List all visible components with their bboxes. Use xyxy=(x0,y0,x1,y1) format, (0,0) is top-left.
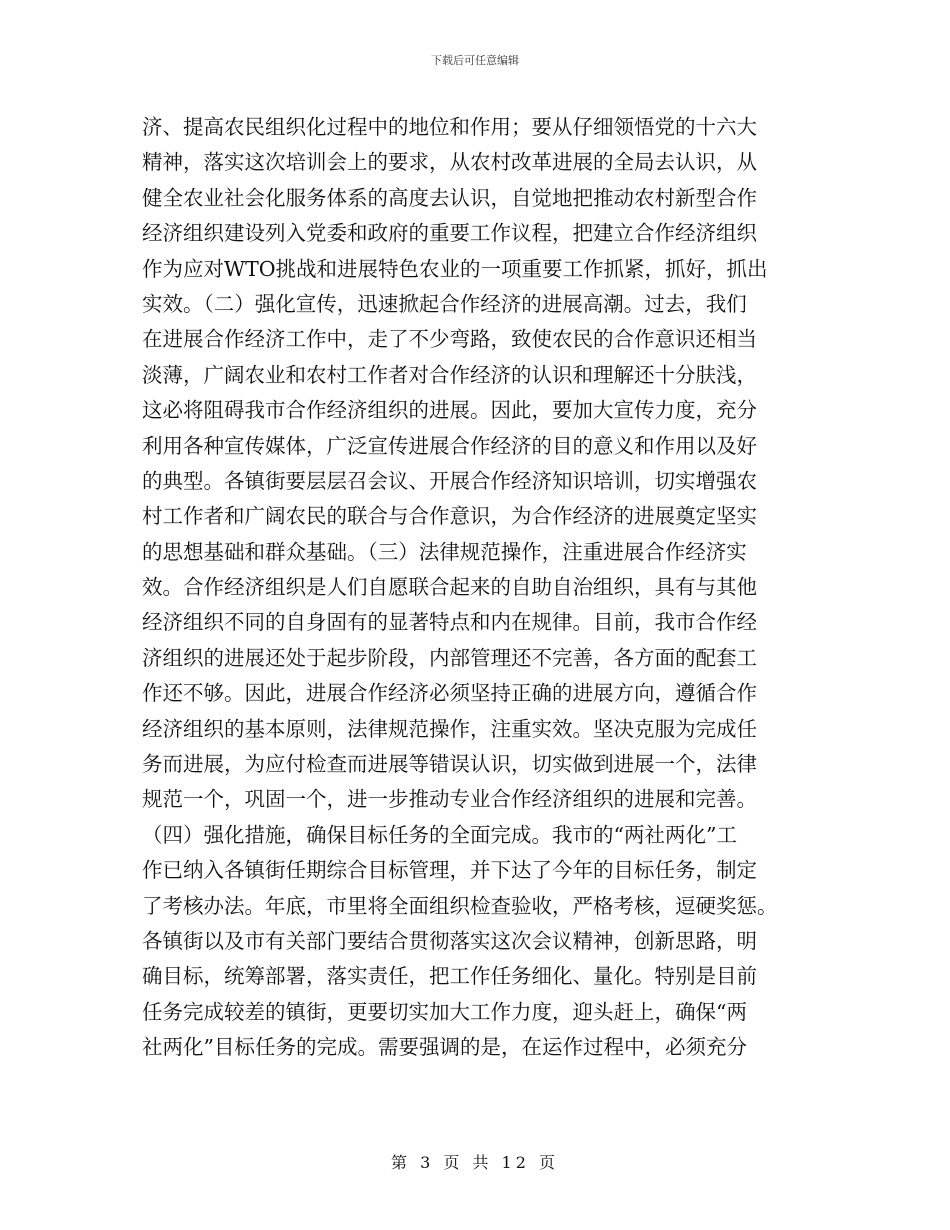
text-line: 作已纳入各镇街任期综合目标管理，并下达了今年的目标任务，制定 xyxy=(142,858,757,883)
text-line: 村工作者和广阔农民的联合与合作意识，为合作经济的进展奠定坚实 xyxy=(142,504,757,529)
text-line: 经济组织的基本原则，法律规范操作，注重实效。坚决克服为完成任 xyxy=(142,716,757,741)
page-header: 下载后可任意编辑 xyxy=(431,54,519,67)
text-line: 健全农业社会化服务体系的高度去认识，自觉地把推动农村新型合作 xyxy=(142,185,757,210)
text-line: 利用各种宣传媒体，广泛宣传进展合作经济的目的意义和作用以及好 xyxy=(142,433,757,458)
text-line: 精神，落实这次培训会上的要求，从农村改革进展的全局去认识，从 xyxy=(142,150,757,175)
document-body xyxy=(142,110,812,1066)
text-line: 的思想基础和群众基础。（三）法律规范操作，注重进展合作经济实 xyxy=(142,539,747,564)
text-line: 任务完成较差的镇街，更要切实加大工作力度，迎头赶上，确保“两 xyxy=(142,999,747,1024)
text-line: 各镇街以及市有关部门要结合贯彻落实这次会议精神，创新思路，明 xyxy=(142,928,757,953)
text-line: 了考核办法。年底，市里将全面组织检查验收，严格考核，逗硬奖惩。 xyxy=(142,893,778,918)
text-line: 社两化”目标任务的完成。需要强调的是，在运作过程中，必须充分 xyxy=(142,1035,747,1060)
text-line: 确目标，统筹部署，落实责任，把工作任务细化、量化。特别是目前 xyxy=(142,964,757,989)
text-line: 的典型。各镇街要层层召会议、开展合作经济知识培训，切实增强农 xyxy=(142,468,757,493)
text-line: 作为应对WTO挑战和进展特色农业的一项重要工作抓紧，抓好，抓出 xyxy=(142,256,768,281)
text-line: 这必将阻碍我市合作经济组织的进展。因此，要加大宣传力度，充分 xyxy=(142,398,757,423)
text-line: 实效。（二）强化宣传，迅速掀起合作经济的进展高潮。过去，我们 xyxy=(142,291,747,316)
text-line: 济组织的进展还处于起步阶段，内部管理还不完善，各方面的配套工 xyxy=(142,645,757,670)
text-line: 经济组织建设列入党委和政府的重要工作议程，把建立合作经济组织 xyxy=(142,221,757,246)
page-number: 第 3 页 共 12 页 xyxy=(391,1153,559,1172)
text-line: 在进展合作经济工作中，走了不少弯路，致使农民的合作意识还相当 xyxy=(142,327,757,352)
text-line: 务而进展，为应付检查而进展等错误认识，切实做到进展一个，法律 xyxy=(142,752,757,777)
text-line: 作还不够。因此，进展合作经济必须坚持正确的进展方向，遵循合作 xyxy=(142,681,757,706)
text-line: 淡薄，广阔农业和农村工作者对合作经济的认识和理解还十分肤浅， xyxy=(142,362,757,387)
text-line: 规范一个，巩固一个，进一步推动专业合作经济组织的进展和完善。 xyxy=(142,787,757,812)
text-line: 效。合作经济组织是人们自愿联合起来的自助自治组织，具有与其他 xyxy=(142,575,757,600)
text-line: （四）强化措施，确保目标任务的全面完成。我市的“两社两化”工 xyxy=(142,822,737,847)
text-line: 济、提高农民组织化过程中的地位和作用；要从仔细领悟党的十六大 xyxy=(142,115,757,139)
text-line: 经济组织不同的自身固有的显著特点和内在规律。目前，我市合作经 xyxy=(142,610,757,635)
